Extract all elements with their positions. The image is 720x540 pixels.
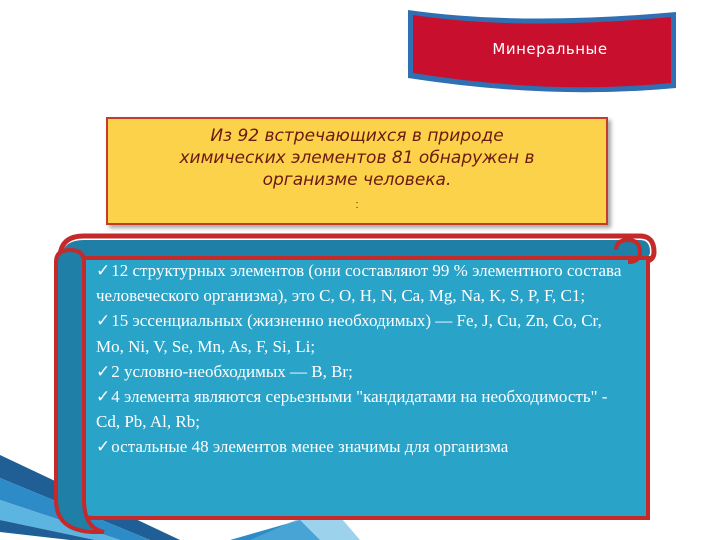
list-item — [96, 359, 626, 384]
intro-line: организме человека. — [262, 170, 452, 190]
checkmark-icon: ✓ — [96, 437, 111, 457]
checkmark-icon: ✓ — [96, 387, 111, 407]
intro-dot: : — [355, 199, 359, 211]
checkmark-icon: ✓ — [96, 311, 111, 331]
list-item — [96, 384, 626, 434]
list-item-text: 2 условно-необходимых — B, Br; — [111, 361, 353, 381]
list-item — [96, 258, 626, 308]
intro-line: Из 92 встречающихся в природе — [210, 126, 504, 146]
list-item-text: 15 эссенциальных (жизненно необходимых) — Fe, J, Cu, Zn, Co, Cr, Mo, Ni, V, Se, Mn, As, F, Si, Li; — [96, 311, 602, 356]
elements-list — [96, 258, 626, 460]
checkmark-icon: ✓ — [96, 261, 111, 280]
intro-text — [108, 125, 606, 191]
banner-title: Минеральные — [492, 40, 608, 58]
list-item-text: остальные 48 элементов менее значимы для организма — [111, 437, 509, 457]
list-item — [96, 434, 626, 459]
list-item-text: 4 элемента являются серьезными "кандидатами на необходимость" - Cd, Pb, Al, Rb; — [96, 387, 608, 432]
list-item-text: 12 структурных элементов (они составляют 99 % элементного состава человеческого организма), это C, O, H, N, Ca, Mg, Na, K, S, P, F, C1; — [96, 261, 622, 306]
checkmark-icon: ✓ — [96, 361, 111, 381]
list-item — [96, 308, 626, 358]
intro-line: химических элементов 81 обнаружен в — [179, 148, 535, 168]
intro-box — [106, 117, 608, 225]
